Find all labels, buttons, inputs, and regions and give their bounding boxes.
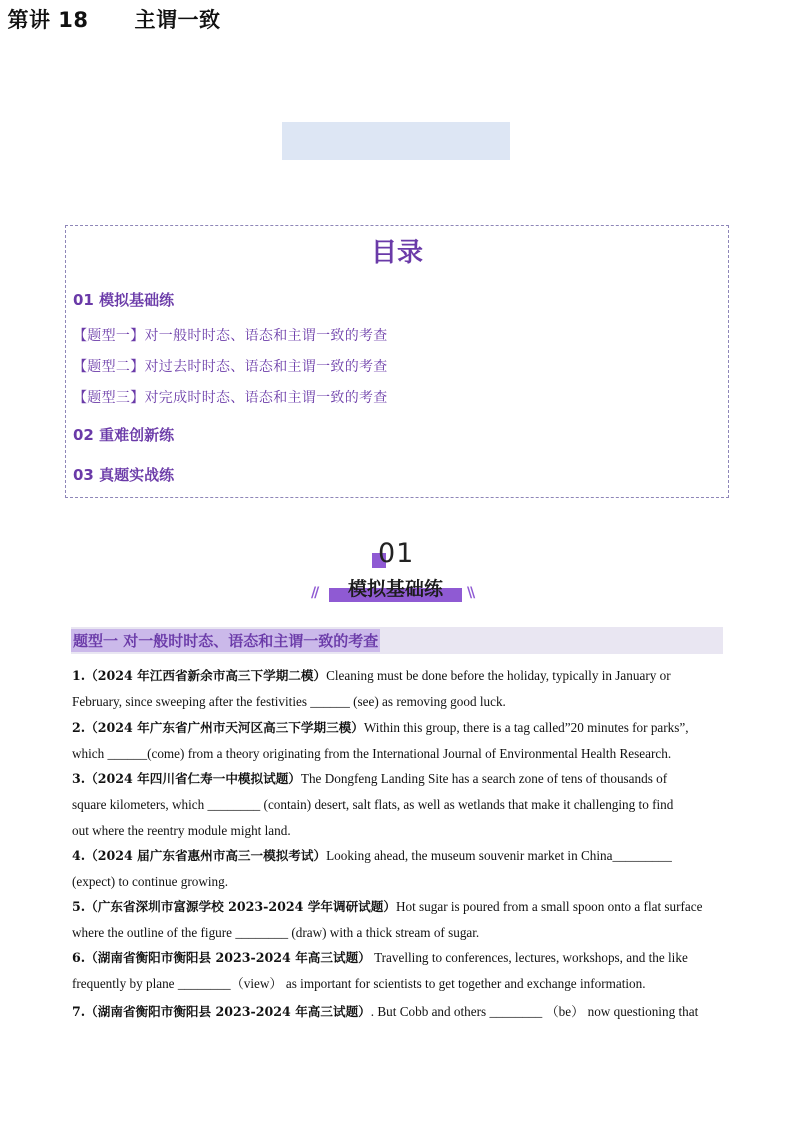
question-number: 5. xyxy=(72,899,86,914)
question-3 xyxy=(72,766,724,844)
page-title-lecture: 第讲 18 xyxy=(7,8,89,32)
question-text: Hot sugar is poured from a small spoon onto a flat surface xyxy=(395,899,703,914)
question-source: （湖南省衡阳市衡阳县 2023-2024 年高三试题） xyxy=(85,1004,371,1019)
question-2 xyxy=(72,715,724,767)
toc-heading: 目录 xyxy=(370,238,423,268)
question-number: 7. xyxy=(72,1004,86,1019)
question-4 xyxy=(72,843,724,895)
question-number: 1. xyxy=(72,668,86,683)
question-number: 3. xyxy=(72,771,86,786)
question-1 xyxy=(72,663,724,715)
section-number: 01 xyxy=(378,538,415,569)
question-source: （湖南省衡阳市衡阳县 2023-2024 年高三试题） xyxy=(85,950,371,965)
question-number: 6. xyxy=(72,950,86,965)
question-text: square kilometers, which ________ (contain) desert, salt flats, as well as wetlands that make it challenging to find xyxy=(72,797,674,812)
question-source: （2024 年广东省广州市天河区高三下学期三模） xyxy=(85,720,364,735)
question-source: （2024 年四川省仁寿一中模拟试题） xyxy=(85,771,301,786)
toc-subtype-2[interactable]: 【题型二】对过去时时态、语态和主谓一致的考查 xyxy=(73,359,388,375)
question-text: out where the reentry module might land. xyxy=(72,823,291,838)
question-text: February, since sweeping after the festivities ______ (see) as removing good luck. xyxy=(72,694,506,709)
question-text: Looking ahead, the museum souvenir market in China_________ xyxy=(326,848,672,863)
question-text: Within this group, there is a tag called”20 minutes for parks”, xyxy=(363,720,689,735)
table-of-contents xyxy=(65,225,729,498)
question-text: Cleaning must be done before the holiday, typically in January or xyxy=(326,668,671,683)
question-text: . But Cobb and others ________ （be） now questioning that xyxy=(370,1004,699,1019)
page-title xyxy=(0,0,228,38)
toc-subtype-3[interactable]: 【题型三】对完成时时态、语态和主谓一致的考查 xyxy=(73,390,388,406)
question-type-heading: 题型一 对一般时时态、语态和主谓一致的考查 xyxy=(71,629,380,652)
toc-section-02[interactable]: 02 重难创新练 xyxy=(73,426,175,444)
page-title-topic: 主谓一致 xyxy=(134,8,221,32)
question-5 xyxy=(72,894,724,946)
question-text: (expect) to continue growing. xyxy=(72,874,229,889)
question-text: The Dongfeng Landing Site has a search zone of tens of thousands of xyxy=(300,771,668,786)
question-text: where the outline of the figure ________ (draw) with a thick stream of sugar. xyxy=(72,925,480,940)
toc-section-01[interactable]: 01 模拟基础练 xyxy=(73,291,175,309)
question-source: （广东省深圳市富源学校 2023-2024 学年调研试题） xyxy=(85,899,396,914)
question-source: （2024 届广东省惠州市高三一模拟考试） xyxy=(85,848,327,863)
question-number: 2. xyxy=(72,720,86,735)
slash-decoration-left: // xyxy=(311,585,318,601)
question-text: Travelling to conferences, lectures, workshops, and the like xyxy=(370,950,688,965)
slash-decoration-right: \\ xyxy=(467,585,474,601)
toc-section-03[interactable]: 03 真题实战练 xyxy=(73,466,175,484)
page-title-highlight xyxy=(282,122,510,160)
question-7 xyxy=(72,999,724,1025)
toc-subtype-1[interactable]: 【题型一】对一般时时态、语态和主谓一致的考查 xyxy=(73,328,388,344)
question-6 xyxy=(72,945,724,997)
question-text: which ______(come) from a theory originating from the International Journal of Environmental Health Research. xyxy=(72,746,672,761)
question-source: （2024 年江西省新余市高三下学期二模） xyxy=(85,668,327,683)
question-number: 4. xyxy=(72,848,86,863)
section-label: 模拟基础练 xyxy=(347,578,443,600)
question-text: frequently by plane ________（view） as important for scientists to get together and exchange information. xyxy=(72,976,646,991)
